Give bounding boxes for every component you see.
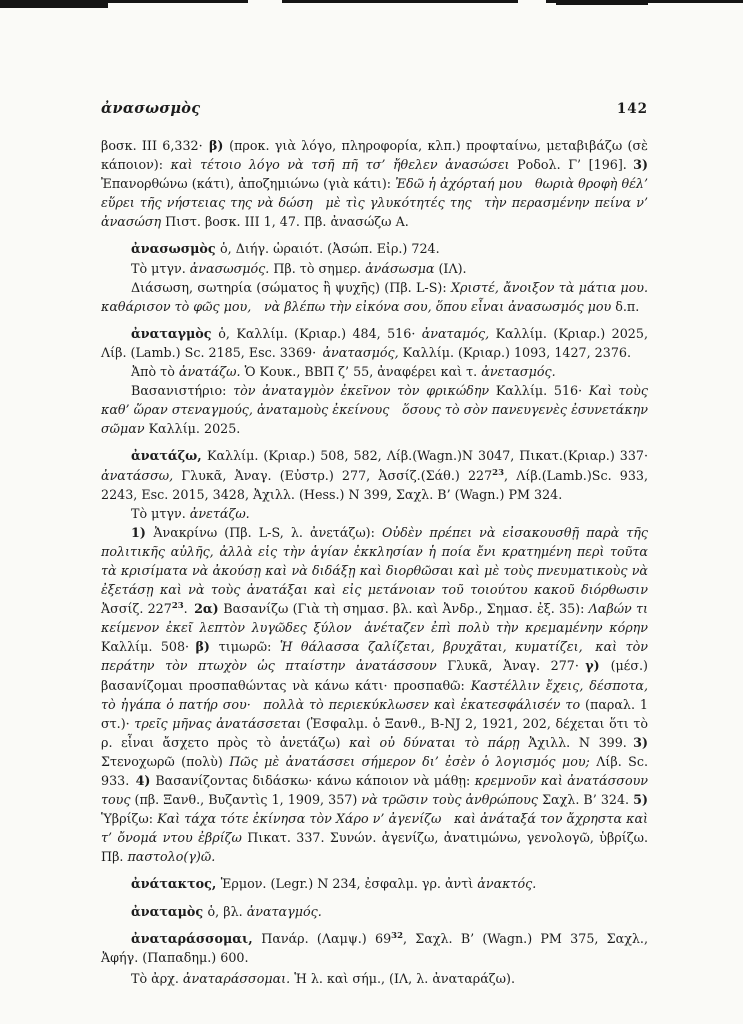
- text-segment: Γλυκᾶ, Ἀναγ. 277·: [447, 658, 586, 674]
- text-segment: Καλλίμ. (Κριαρ.) 1093, 1427, 2376.: [402, 344, 631, 360]
- text-segment: Πανάρ. (Λαμψ.) 69: [261, 930, 392, 946]
- text-segment: ἀνετάζω.: [189, 505, 250, 521]
- text-segment: Ἑρμον. (Legr.) N 234, ἐσφαλμ. γρ. ἀντὶ: [220, 876, 478, 892]
- text-segment: 23: [492, 467, 505, 478]
- text-segment: Βασανίζοντας διδάσκω· κάνω κάποιον νὰ μάθῃ:: [155, 773, 475, 788]
- text-segment: 1): [131, 524, 154, 540]
- text-segment: Βασανίζω (Γιὰ τὴ σημασ. βλ. καὶ Ἀνδρ., Σημασ. ἐξ. 35):: [223, 601, 589, 617]
- text-segment: Τὸ μτγν.: [131, 505, 190, 521]
- text-segment: Λίβ. Sc. 933.: [101, 753, 648, 788]
- text-segment: ἀναταγμός.: [246, 903, 322, 919]
- text-block: [101, 136, 648, 988]
- senses-paragraph: [101, 523, 648, 867]
- text-segment: Καλλίμ. 516·: [495, 383, 589, 399]
- text-segment: Ὁ Κουκ., ΒΒΠ ζ’ 55, ἀναφέρει καὶ τ.: [244, 364, 482, 380]
- text-segment: ἀνατάζω.: [178, 364, 245, 380]
- text-segment: (ΙΛ).: [438, 260, 467, 276]
- text-segment: ἀναταμὸς: [131, 903, 208, 919]
- text-segment: Βασανιστήριο:: [131, 383, 234, 399]
- text-segment: (Ἐσφαλμ. ὁ Ξανθ., B-NJ 2, 1921, 202, δέχεται ὅτι τὸ ρ. εἶναι ἄσχετο πρὸς τὸ ἀνετάζω): [101, 715, 648, 750]
- text-segment: .: [183, 601, 195, 617]
- etymology-note: [101, 969, 648, 988]
- text-segment: ἀνακτός.: [477, 876, 537, 892]
- text-segment: 3): [633, 734, 649, 750]
- text-segment: Καλλίμ. 2025.: [148, 421, 241, 437]
- text-segment: ἀναταμός,: [421, 325, 496, 341]
- text-segment: , Λίβ.(Lamb.)Sc. 933, 2243, Esc. 2015, 3428, Ἀχιλλ. (Hess.) N 399, Σαχλ. Β’ (Wagn.) PM 324.: [101, 467, 649, 502]
- text-segment: κρεμνοῦν καὶ ἀνατάσσουν τους: [101, 773, 649, 808]
- text-segment: Σαχλ. Β’ 324.: [542, 792, 634, 808]
- etymology-note: [101, 362, 648, 381]
- scan-artifact-gap: [248, 0, 282, 3]
- text-segment: τὸν ἀναταγμὸν ἐκεῖνον τὸν φρικώδην: [233, 383, 496, 399]
- text-segment: 2α): [194, 601, 224, 617]
- text-segment: ὁ, Καλλίμ. (Κριαρ.) 484, 516·: [218, 325, 422, 341]
- etymology-note: [101, 504, 648, 523]
- entry-anatarassomai: [101, 929, 648, 967]
- text-segment: Τὸ ἀρχ.: [131, 970, 183, 986]
- scan-artifact-top-right: [556, 0, 648, 5]
- text-segment: Καὶ τάχα τότε ἐκίνησα τὸν Χάρο ν’ ἀγενίζω καὶ ἀνάταξά τον ἄχρηστα καὶ τ’ ὄνομά ντου ἐβρίζω: [101, 811, 648, 846]
- sense-paragraph: [101, 278, 648, 316]
- text-segment: Ἀσσίζ. 227: [101, 601, 172, 617]
- text-segment: Ἀπὸ τὸ: [131, 364, 179, 380]
- text-segment: Καλλίμ. (Κριαρ.) 508, 582, Λίβ.(Wagn.)N 3047, Πικατ.(Κριαρ.) 337·: [207, 448, 648, 464]
- text-segment: Διάσωση, σωτηρία (σώματος ἢ ψυχῆς) (Πβ. L-S):: [131, 279, 451, 295]
- text-segment: δ.π.: [615, 298, 640, 314]
- text-segment: Καλλίμ. (Κριαρ.) 2025, Λίβ. (Lamb.) Sc. 2185, Esc. 3369·: [101, 325, 648, 360]
- text-segment: Ροδολ. Γ’ [196].: [517, 157, 634, 173]
- text-segment: παστολο(γ)ῶ.: [127, 849, 216, 865]
- etymology-note: [101, 259, 648, 278]
- text-segment: (πβ. Ξανθ., Βυζαντὶς 1, 1909, 357): [134, 792, 362, 808]
- text-segment: τρεῖς μῆνας ἀνατάσσεται: [134, 715, 306, 731]
- running-headword: ἀνασωσμὸς: [101, 100, 201, 117]
- text-segment: νὰ τρῶσιν τοὺς ἀνθρώπους: [361, 792, 543, 808]
- text-segment: τιμωρῶ:: [218, 639, 280, 655]
- text-segment: , Σαχλ. Β’ (Wagn.) PM 375, Σαχλ., Ἀφήγ. (Παπαδημ.) 600.: [101, 930, 648, 965]
- text-segment: Ἐπανορθώνω (κάτι), ἀποζημιώνω (γιὰ κάτι):: [101, 176, 396, 192]
- text-segment: γ): [585, 658, 611, 674]
- text-segment: ἀναταγμὸς: [131, 325, 219, 341]
- text-segment: Πβ. τὸ σημερ.: [273, 260, 366, 276]
- text-segment: ὁ, Διήγ. ὡραιότ. (Ἀσώπ. Εἰρ.) 724.: [220, 241, 440, 257]
- text-segment: Ἐδῶ ἡ ἀχόρταή μου θωριὰ θροφὴ θέλ’ εὕρει τῆς νήστειας της νὰ δώση μὲ τὶς γλυκότητές της τὴν περασμένην πείνα ν’ ἀνασώση: [101, 176, 648, 230]
- page-number: 142: [616, 101, 648, 117]
- text-segment: Πιστ. βοσκ. III 1, 47. Πβ. ἀνασώζω Α.: [165, 214, 409, 230]
- text-segment: Ἀχιλλ. N 399.: [528, 734, 634, 750]
- text-segment: β): [195, 639, 219, 655]
- text-segment: ἀνατασμός,: [322, 344, 403, 360]
- text-segment: Ἡ λ. καὶ σήμ., (ΙΛ, λ. ἀναταράζω).: [294, 970, 516, 986]
- sense-paragraph: [101, 381, 648, 438]
- text-segment: Καστέλλιν ἔχεις, δέσποτα, τὸ ἠγάπα ὁ πατήρ σου· πολλὰ τὸ περιεκύκλωσεν καὶ ἐκατεσφάλισέν το: [101, 677, 648, 712]
- text-segment: καὶ οὐ δύναται τὸ πάρῃ: [349, 734, 529, 750]
- continuation-paragraph: [101, 136, 648, 231]
- text-segment: 4): [135, 773, 156, 788]
- text-segment: 3): [633, 157, 649, 173]
- text-segment: 32: [391, 930, 403, 941]
- text-segment: Καλλίμ. 508·: [101, 639, 196, 655]
- text-segment: Χριστέ, ἄνοιξον τὰ μάτια μου. καθάρισον τὸ φῶς μου, νὰ βλέπω τὴν εἰκόνα σου, ὅπου εἶναι ἀνασωσμός μου: [101, 279, 648, 314]
- text-segment: (παραλ. 1 στ.)·: [101, 696, 649, 731]
- text-segment: ὁ, βλ.: [207, 903, 247, 919]
- text-segment: (μέσ.) βασανίζομαι προσπαθώντας νὰ κάνω κάτι· προσπαθῶ:: [101, 658, 649, 693]
- entry-anataktos: [101, 874, 648, 893]
- text-segment: (προκ. γιὰ λόγο, πληροφορία, κλπ.) προφταίνω, μεταβιβάζω (σὲ κάποιον):: [101, 138, 648, 173]
- scan-artifact-gap: [518, 0, 546, 3]
- text-segment: 23: [171, 600, 184, 611]
- text-segment: ἀνατάσσω,: [101, 467, 182, 483]
- entry-anatagmos: [101, 324, 648, 362]
- text-segment: Ὑβρίζω:: [101, 811, 158, 827]
- text-segment: 5): [633, 792, 648, 808]
- text-segment: ἀνετασμός.: [481, 364, 556, 380]
- text-segment: καὶ τέτοιο λόγο νὰ τσῆ πῆ τσ’ ἤθελεν ἀνασώσει: [170, 157, 518, 173]
- entry-anatamos: [101, 902, 648, 921]
- text-segment: ἀναταράσσομαι,: [131, 930, 262, 946]
- text-segment: βοσκ. III 6,332·: [101, 138, 209, 153]
- text-segment: Πῶς μὲ ἀνατάσσει σήμερον δι’ ἐσὲν ὁ λογισμός μου;: [229, 753, 597, 769]
- text-segment: Λαβών τι κείμενον ἐκεῖ λεπτὸν λυγῶδες ξύλον ἀνέταζεν ἐπὶ πολὺ τὴν κρεμαμένην κόρην: [101, 601, 649, 636]
- text-segment: Τὸ μτγν.: [131, 260, 190, 276]
- text-segment: ἀνασωσμός.: [189, 260, 274, 276]
- text-segment: Πικατ. 337. Συνών. ἀγενίζω, ἀνατιμώνω, γενολογῶ, ὑβρίζω. Πβ.: [101, 830, 648, 865]
- text-segment: ἀναταράσσομαι.: [182, 970, 295, 986]
- entry-anatazo: [101, 446, 648, 503]
- text-segment: β): [208, 138, 230, 153]
- text-segment: Ἡ θάλασσα ζαλίζεται, βρυχᾶται, κυματίζει, καὶ τὸν περάτην τὸν πτωχὸν ὡς πταίστην ἀνατάσσουν: [101, 639, 648, 674]
- entry-anasosmos: [101, 239, 648, 258]
- scan-artifact-top-left: [0, 0, 108, 8]
- text-segment: ἀνασωσμὸς: [131, 241, 221, 257]
- text-segment: Ἀνακρίνω (Πβ. L-S, λ. ἀνετάζω):: [153, 524, 382, 540]
- text-segment: Οὐδὲν πρέπει νὰ εἰσακουσθῇ παρὰ τῆς πολιτικῆς αὐλῆς, ἀλλὰ εἰς τὴν ἁγίαν ἐκκλησίαν ἡ ποία ἔνι κρατημένη περὶ τοῦτα τὰ κρισίματα νὰ ἀκούσῃ καὶ νὰ διδάξῃ καὶ διορθῶσαι καὶ μὲ τοὺς πνευματικοὺς νὰ ἐξετάσῃ καὶ νὰ τοὺς ἀνατάξαι καὶ εἰς μετάνοιαν τοῦ τοιούτου κακοῦ διόρθωσιν: [101, 524, 648, 598]
- text-segment: Γλυκᾶ, Ἀναγ. (Εὐστρ.) 277, Ἀσσίζ.(Σάθ.) 227: [181, 467, 493, 483]
- text-segment: Στενοχωρῶ (πολὺ): [101, 753, 230, 769]
- text-segment: ἀνάσωσμα: [365, 260, 439, 276]
- text-segment: ἀνατάζω,: [131, 448, 208, 464]
- text-segment: ἀνάτακτος,: [131, 876, 221, 892]
- text-segment: Καὶ τοὺς καθ’ ὥραν στεναγμούς, ἀναταμοὺς ἐκείνους ὅσους τὸ σὸν πανευγενὲς ἐσυνετάκην σῶμαν: [101, 383, 648, 437]
- running-head: [101, 100, 648, 117]
